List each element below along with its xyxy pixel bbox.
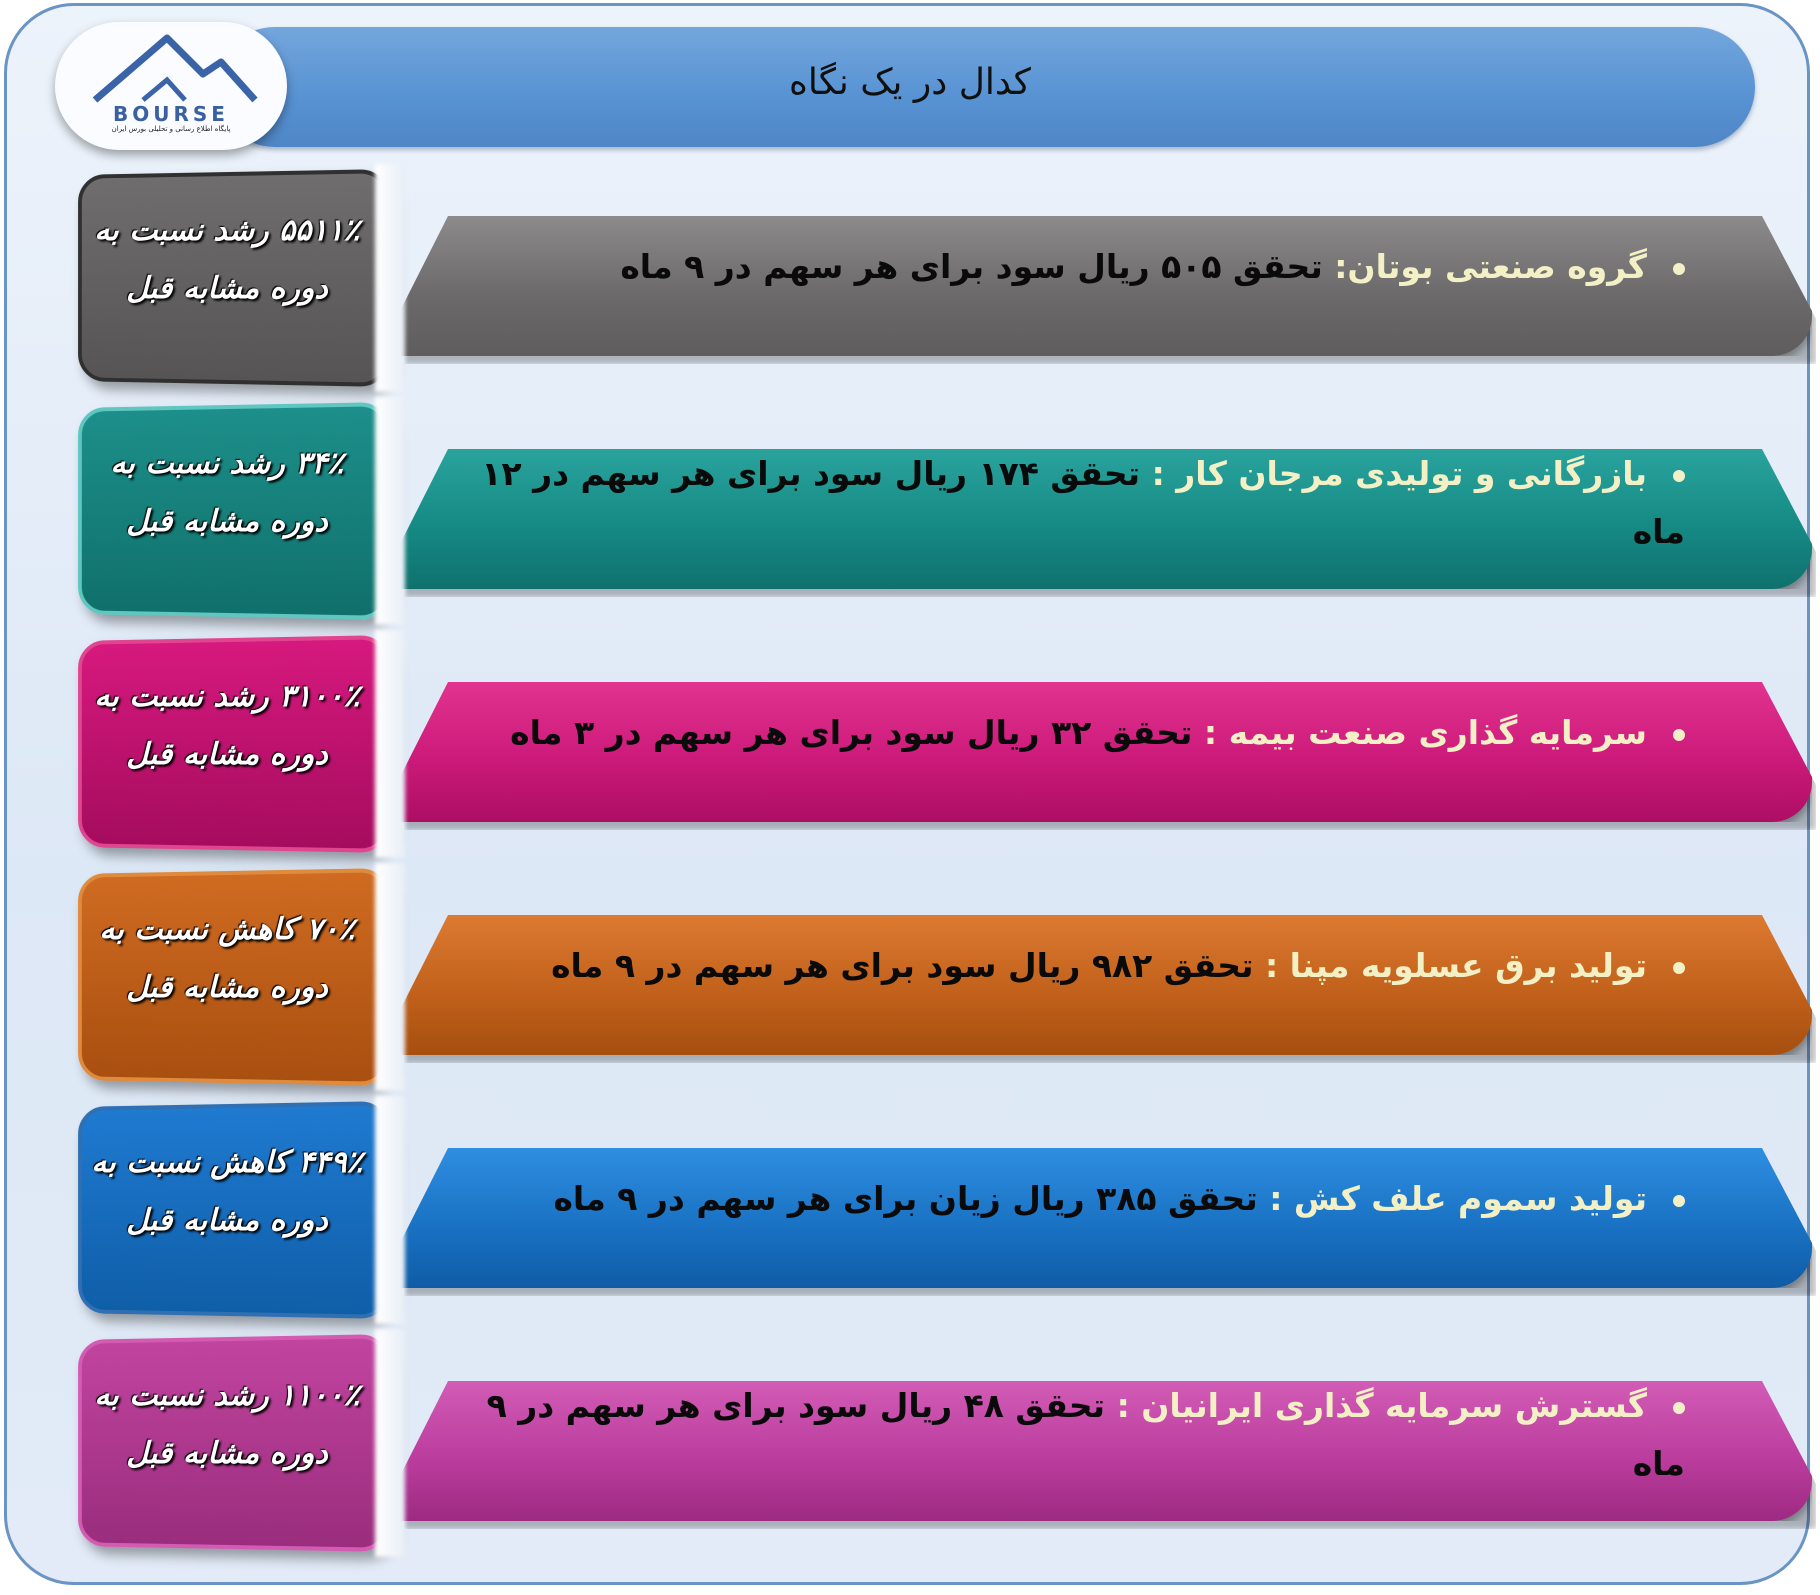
earnings-fact: تحقق ۴۸ ریال سود برای هر سهم در ۹ ماه	[486, 1386, 1685, 1483]
bullet-icon	[1673, 263, 1685, 275]
list-item	[0, 150, 1820, 382]
bullet-icon	[1673, 1402, 1685, 1414]
bullet-icon	[1673, 729, 1685, 741]
item-text	[460, 937, 1685, 995]
change-badge-text: ۱۱۰۰٪ رشد نسبت به دوره مشابه قبل	[94, 1378, 360, 1471]
company-name: گروه صنعتی بوتان:	[1334, 247, 1647, 286]
earnings-fact: تحقق ۵۰۵ ریال سود برای هر سهم در ۹ ماه	[620, 247, 1323, 286]
list-item	[0, 1082, 1820, 1314]
change-badge-text: ۵۵۱۱٪ رشد نسبت به دوره مشابه قبل	[94, 213, 360, 306]
list-item	[0, 616, 1820, 848]
company-name: سرمایه گذاری صنعت بیمه :	[1203, 713, 1647, 752]
item-text	[460, 1377, 1685, 1493]
bullet-icon	[1673, 1195, 1685, 1207]
item-text	[460, 238, 1685, 296]
earnings-fact: تحقق ۱۷۴ ریال سود برای هر سهم در ۱۲ ماه	[481, 454, 1685, 551]
change-badge-text: ۳۴٪ رشد نسبت به دوره مشابه قبل	[110, 446, 344, 539]
logo-brand: BOURSE	[113, 102, 229, 126]
logo-tagline: پایگاه اطلاع رسانی و تحلیلی بورس ایران	[111, 125, 231, 133]
company-name: تولید سموم علف کش :	[1269, 1179, 1647, 1218]
earnings-fact: تحقق ۳۸۵ ریال زیان برای هر سهم در ۹ ماه	[553, 1179, 1258, 1218]
change-badge-text: ۷۰٪ کاهش نسبت به دوره مشابه قبل	[99, 912, 355, 1005]
bourse24-logo	[55, 22, 287, 150]
bullet-icon	[1673, 962, 1685, 974]
list-item	[0, 849, 1820, 1081]
item-text	[460, 445, 1685, 561]
earnings-fact: تحقق ۳۲ ریال سود برای هر سهم در ۳ ماه	[510, 713, 1193, 752]
item-text	[460, 704, 1685, 762]
company-name: گسترش سرمایه گذاری ایرانیان :	[1116, 1386, 1647, 1425]
earnings-fact: تحقق ۹۸۲ ریال سود برای هر سهم در ۹ ماه	[551, 946, 1254, 985]
change-badge-text: ۴۴۹٪ کاهش نسبت به دوره مشابه قبل	[91, 1145, 363, 1238]
change-badge-text: ۳۱۰۰٪ رشد نسبت به دوره مشابه قبل	[94, 679, 360, 772]
list-item	[0, 383, 1820, 615]
company-name: تولید برق عسلویه مپنا :	[1264, 946, 1647, 985]
list-item	[0, 1315, 1820, 1547]
company-name: بازرگانی و تولیدی مرجان کار :	[1151, 454, 1647, 493]
item-text	[460, 1170, 1685, 1228]
bullet-icon	[1673, 470, 1685, 482]
page-title: کدال در یک نگاه	[789, 62, 1031, 103]
